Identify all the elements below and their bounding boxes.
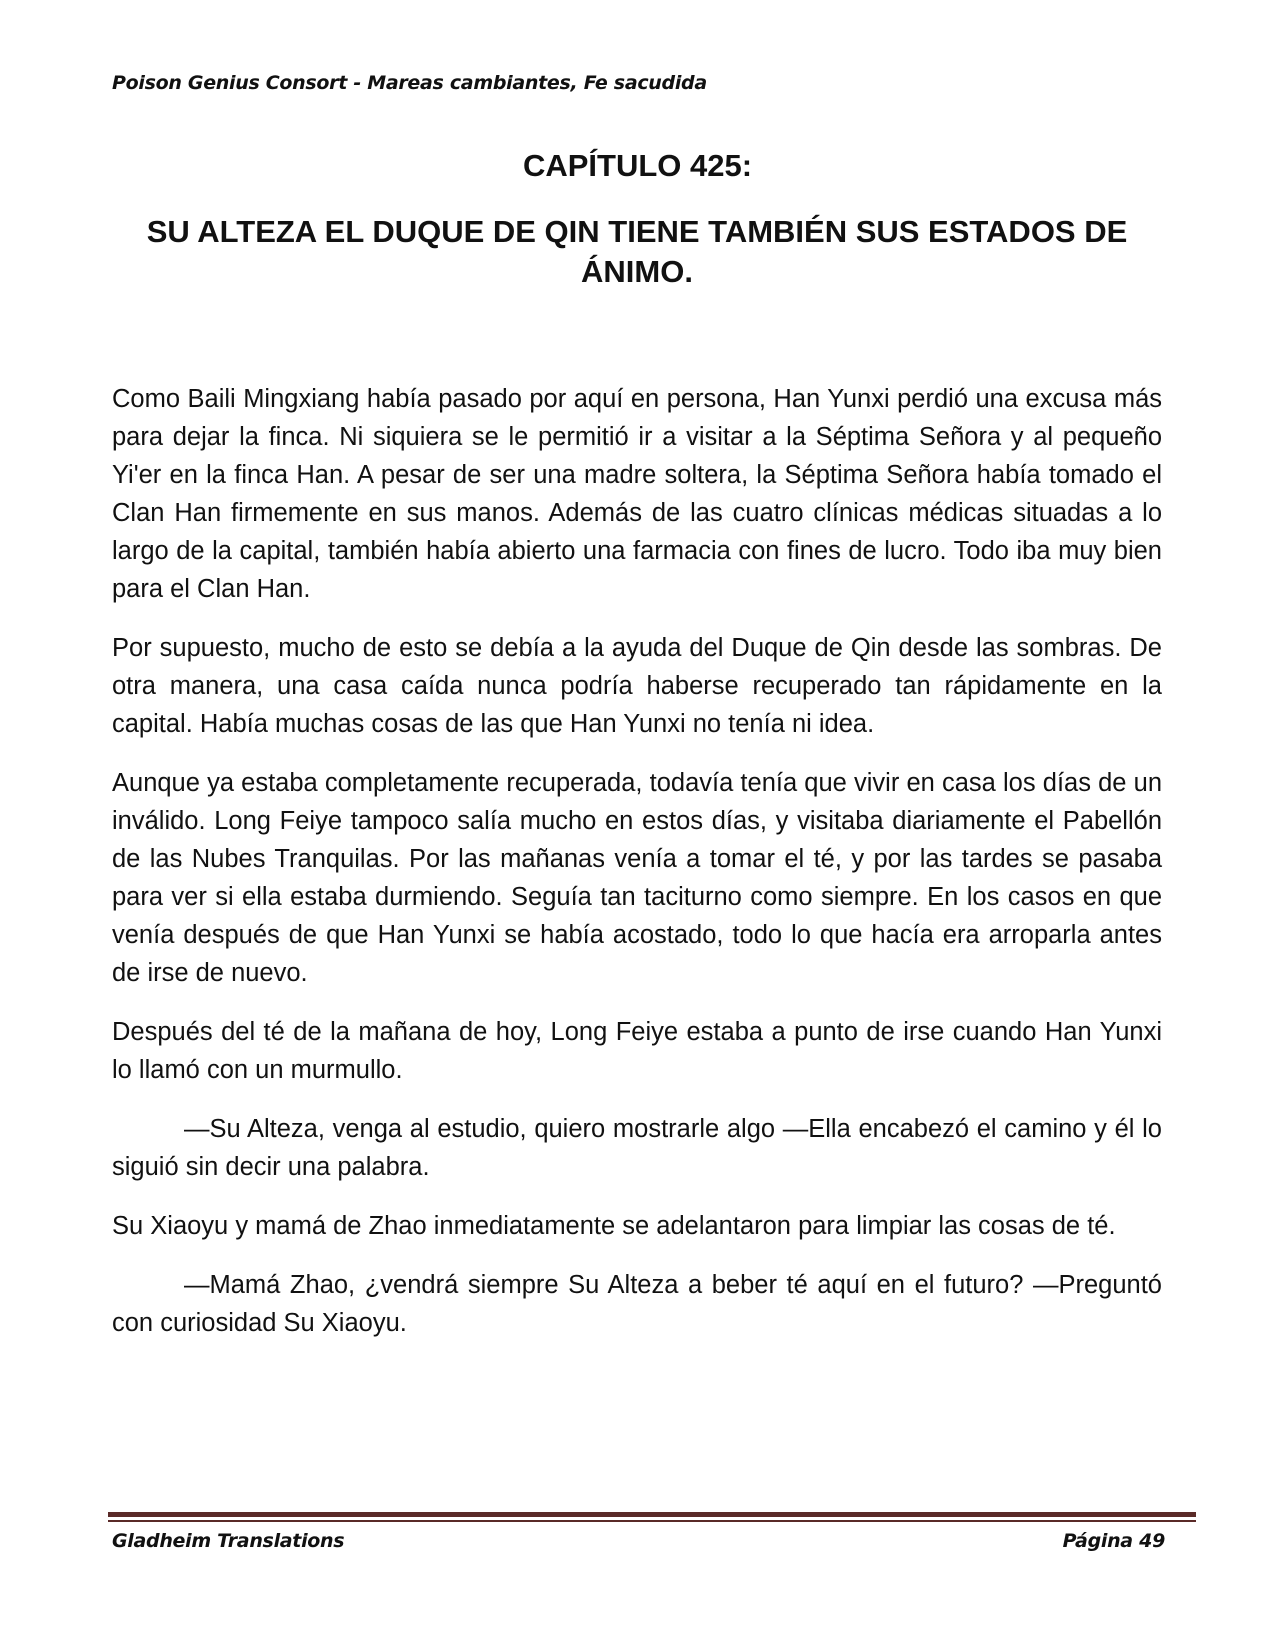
paragraph: Su Xiaoyu y mamá de Zhao inmediatamente se adelantaron para limpiar las cosas de té.	[112, 1212, 1116, 1240]
dialogue-paragraph: —Mamá Zhao, ¿vendrá siempre Su Alteza a beber té aquí en el futuro? —Preguntó con curiosidad Su Xiaoyu.	[112, 1271, 1162, 1337]
body-text	[112, 380, 1162, 1363]
chapter-title: SU ALTEZA EL DUQUE DE QIN TIENE TAMBIÉN SUS ESTADOS DE ÁNIMO.	[146, 214, 1128, 289]
paragraph: Por supuesto, mucho de esto se debía a la ayuda del Duque de Qin desde las sombras. De otra manera, una casa caída nunca podría haberse recuperado tan rápidamente en la capital. Había muchas cosas de las que Han Yunxi no tenía ni idea.	[112, 634, 1162, 738]
footer-rule	[108, 1512, 1196, 1517]
chapter-number: CAPÍTULO 425:	[522, 148, 753, 183]
page-number: Página 49	[1062, 1530, 1165, 1552]
footer-publisher: Gladheim Translations	[112, 1530, 345, 1552]
paragraph: Aunque ya estaba completamente recuperada, todavía tenía que vivir en casa los días de un inválido. Long Feiye tampoco salía mucho en estos días, y visitaba diariamente el Pabellón de las Nubes Tranquilas. Por las mañanas venía a tomar el té, y por las tardes se pasaba para ver si ella estaba durmiendo. Seguía tan taciturno como siempre. En los casos en que venía después de que Han Yunxi se había acostado, todo lo que hacía era arroparla antes de irse de nuevo.	[112, 769, 1162, 987]
footer-rule-thin	[108, 1520, 1196, 1522]
paragraph: Después del té de la mañana de hoy, Long Feiye estaba a punto de irse cuando Han Yunxi lo llamó con un murmullo.	[112, 1018, 1162, 1084]
paragraph: Como Baili Mingxiang había pasado por aquí en persona, Han Yunxi perdió una excusa más para dejar la finca. Ni siquiera se le permitió ir a visitar a la Séptima Señora y al pequeño Yi'er en la finca Han. A pesar de ser una madre soltera, la Séptima Señora había tomado el Clan Han firmemente en sus manos. Además de las cuatro clínicas médicas situadas a lo largo de la capital, también había abierto una farmacia con fines de lucro. Todo iba muy bien para el Clan Han.	[112, 385, 1162, 603]
dialogue-paragraph: —Su Alteza, venga al estudio, quiero mostrarle algo —Ella encabezó el camino y él lo siguió sin decir una palabra.	[112, 1115, 1162, 1181]
running-header: Poison Genius Consort - Mareas cambiantes, Fe sacudida	[112, 72, 707, 94]
